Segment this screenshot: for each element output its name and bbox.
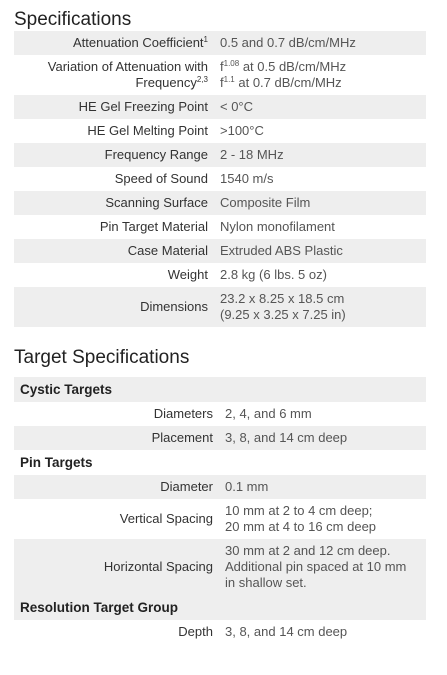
pin-targets-title: Pin Targets (14, 450, 426, 475)
spec-label: Diameters (153, 406, 213, 421)
spec-value: 2 - 18 MHz (215, 143, 426, 167)
spec-label: HE Gel Melting Point (87, 123, 208, 138)
spec-label: Weight (167, 267, 208, 282)
table-row (14, 426, 426, 450)
spec-label: Depth (178, 624, 213, 639)
table-row (14, 143, 426, 167)
spec-value: Composite Film (215, 191, 426, 215)
spec-value: 10 mm at 2 to 4 cm deep; 20 mm at 4 to 16 cm deep (225, 503, 377, 534)
specifications-heading: Specifications (14, 9, 132, 30)
spec-value: >100°C (220, 123, 264, 138)
target-specifications-table (14, 377, 426, 644)
spec-label: HE Gel Freezing Point (14, 95, 215, 119)
spec-value: < 0°C (215, 95, 426, 119)
spec-value: 1540 m/s (220, 171, 274, 186)
spec-label: Speed of Sound (114, 171, 208, 186)
cystic-targets-title: Cystic Targets (14, 377, 426, 402)
table-row (14, 263, 426, 287)
spec-label: Case Material (14, 239, 215, 263)
target-specifications-heading: Target Specifications (14, 347, 190, 368)
spec-value: 0.1 mm (220, 475, 426, 499)
spec-label: Scanning Surface (14, 191, 215, 215)
spec-value: 3, 8, and 14 cm deep (225, 624, 348, 639)
resolution-target-group-title: Resolution Target Group (14, 595, 426, 620)
spec-value: $f^{1.08}$ at 0.5 dB/cm/MHz $f^{1.1}$ at 0.7 dB/cm/MHz (220, 59, 347, 90)
spec-label: Variation of Attenuation with Frequency$^{2,3}$ (47, 59, 208, 90)
spec-label: Diameter (14, 475, 220, 499)
table-row (14, 239, 426, 263)
spec-label: Vertical Spacing (119, 511, 213, 526)
table-row (14, 119, 426, 143)
spec-value: 23.2 x 8.25 x 18.5 cm (9.25 x 3.25 x 7.25 in) (215, 287, 426, 327)
spec-label: Placement (14, 426, 220, 450)
spec-value: 30 mm at 2 and 12 cm deep. Additional pin spaced at 10 mm in shallow set. (220, 539, 426, 595)
spec-value: 0.5 and 0.7 dB/cm/MHz (215, 31, 426, 55)
spec-value: 2, 4, and 6 mm (225, 406, 312, 421)
spec-label: Frequency Range (14, 143, 215, 167)
spec-value: Nylon monofilament (220, 219, 335, 234)
spec-value: Extruded ABS Plastic (215, 239, 426, 263)
spec-value: 3, 8, and 14 cm deep (220, 426, 426, 450)
table-row (14, 31, 426, 55)
spec-label: Attenuation Coefficient$^1$ (14, 31, 215, 55)
spec-label: Horizontal Spacing (14, 539, 220, 595)
specifications-table (14, 31, 426, 327)
table-row (14, 499, 426, 539)
table-row (14, 620, 426, 644)
table-row (14, 539, 426, 595)
spec-label: Pin Target Material (99, 219, 208, 234)
table-row (14, 167, 426, 191)
table-row (14, 287, 426, 327)
table-row (14, 55, 426, 95)
section-header (14, 450, 426, 475)
table-row (14, 475, 426, 499)
section-header (14, 377, 426, 402)
table-row (14, 215, 426, 239)
spec-value: 2.8 kg (6 lbs. 5 oz) (220, 267, 327, 282)
section-header (14, 595, 426, 620)
table-row (14, 95, 426, 119)
spec-label: Dimensions (14, 287, 215, 327)
table-row (14, 402, 426, 426)
table-row (14, 191, 426, 215)
